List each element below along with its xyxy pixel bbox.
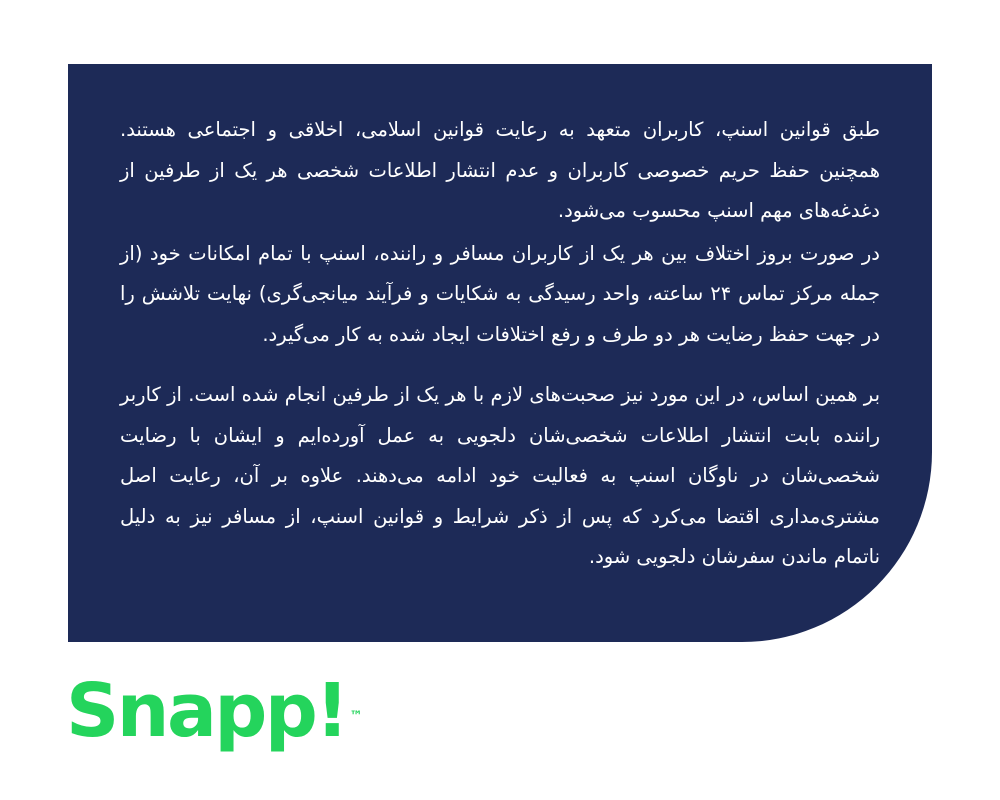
trademark-icon: ™	[349, 709, 363, 724]
statement-card	[68, 64, 932, 642]
statement-body	[120, 110, 880, 578]
statement-paragraph-2: در صورت بروز اختلاف بین هر یک از کاربران مسافر و راننده، اسنپ با تمام امکانات خود (از جمله مرکز تماس ۲۴ ساعته، واحد رسیدگی به شکایات و فرآیند میانجی‌گری) نهایت تلاشش را در جهت حفظ رضایت هر دو طرف و رفع اختلافات ایجاد شده به کار می‌گیرد.	[120, 241, 880, 346]
snapp-wordmark	[66, 668, 363, 754]
statement-paragraph-3: بر همین اساس، در این مورد نیز صحبت‌های لازم با هر یک از طرفین انجام شده است. از کاربر راننده بابت انتشار اطلاعات شخصی‌شان دلجویی به عمل آورده‌ایم و ایشان با رضایت شخصی‌شان در ناوگان اسنپ به فعالیت خود ادامه می‌دهند. علاوه بر آن، رعایت اصل مشتری‌مداری اقتضا می‌کرد که پس از ذکر شرایط و قوانین اسنپ، از مسافر نیز به دلیل ناتمام ماندن سفرشان دلجویی شود.	[120, 383, 880, 569]
snapp-logo	[66, 668, 366, 758]
statement-paragraph-1: طبق قوانین اسنپ، کاربران متعهد به رعایت قوانین اسلامی، اخلاقی و اجتماعی هستند. همچنین حفظ حریم خصوصی کاربران و عدم انتشار اطلاعات شخصی هر یک از طرفین از دغدغه‌های مهم اسنپ محسوب می‌شود.	[120, 118, 880, 223]
snapp-wordmark-text: Snapp!	[66, 668, 347, 754]
